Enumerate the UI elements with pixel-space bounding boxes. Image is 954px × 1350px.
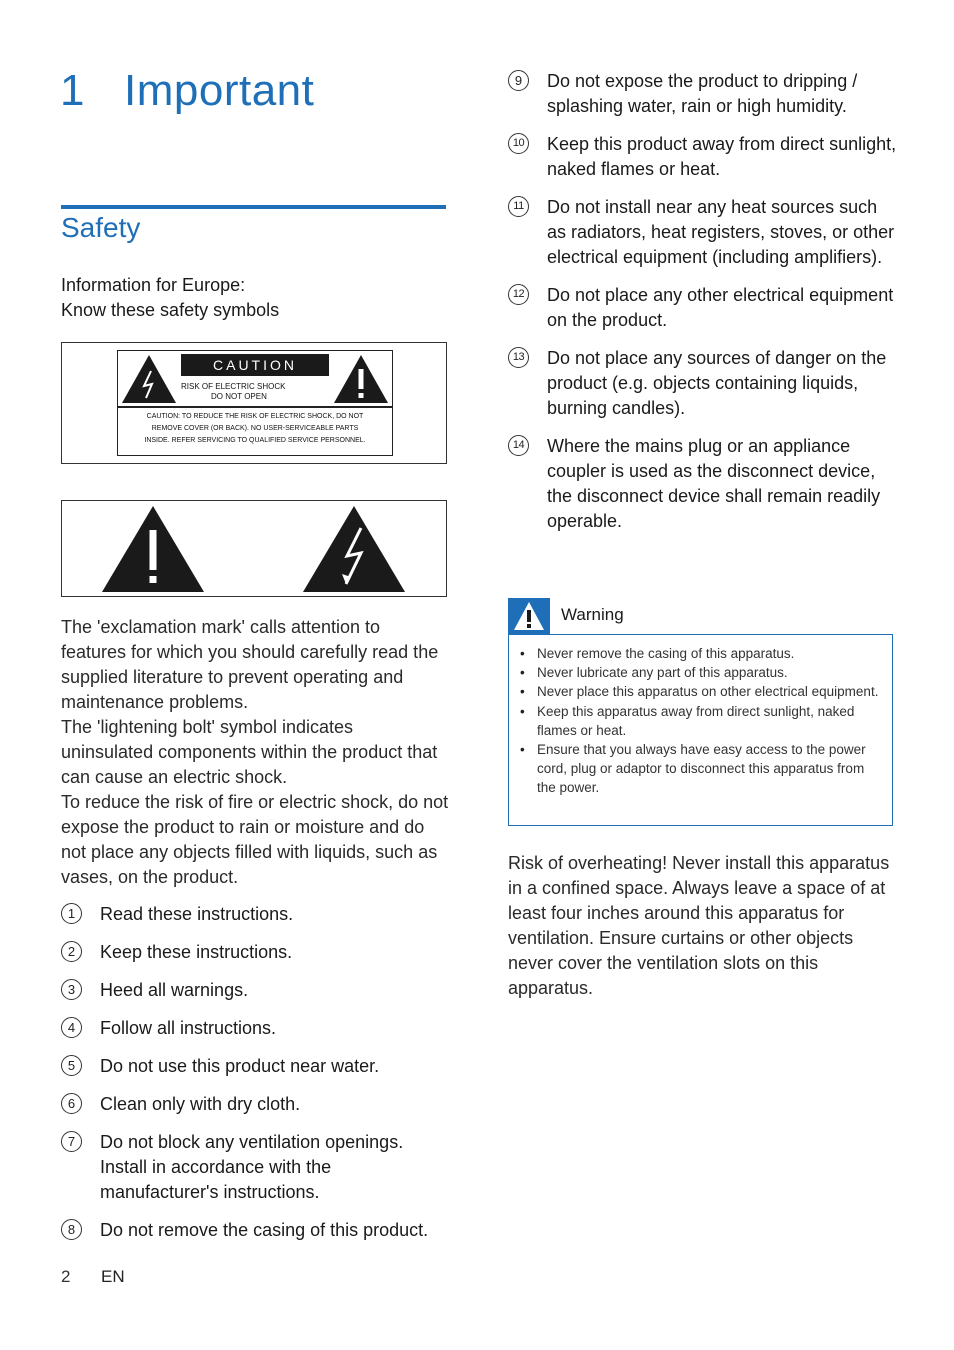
- caution-heading: CAUTION: [181, 354, 329, 376]
- number-badge: 11: [508, 196, 529, 217]
- list-item: [508, 283, 898, 333]
- list-item-text: Where the mains plug or an appliance coupler is used as the disconnect device, the disconnect device shall remain readily operable.: [547, 436, 881, 531]
- caution-body-line-3: INSIDE. REFER SERVICING TO QUALIFIED SERVICE PERSONNEL.: [144, 437, 366, 444]
- list-item: [61, 1092, 451, 1117]
- warning-list: [509, 635, 892, 798]
- number-badge: 6: [61, 1093, 82, 1114]
- symbol-explanation: [61, 615, 449, 890]
- warning-title: Warning: [561, 605, 624, 624]
- list-item: [508, 195, 898, 270]
- list-item-text: Do not block any ventilation openings. Install in accordance with the manufacturer's instructions.: [100, 1132, 404, 1202]
- paragraph-exclamation: The 'exclamation mark' calls attention to features for which you should carefully read the supplied literature to prevent operating and maintenance problems.: [61, 617, 439, 712]
- list-item: [508, 434, 898, 534]
- list-item: [61, 902, 451, 927]
- instructions-list-left: [61, 902, 451, 1256]
- number-badge: 8: [61, 1219, 82, 1240]
- exclamation-triangle-icon: [100, 504, 206, 594]
- exclamation-icon: [513, 601, 545, 631]
- warning-icon: [508, 598, 550, 634]
- number-badge: 9: [508, 70, 529, 91]
- warning-item: • Keep this apparatus away from direct sunlight, naked flames or heat.: [537, 702, 882, 740]
- list-item-text: Do not place any sources of danger on the product (e.g. objects containing liquids, burning candles).: [547, 348, 887, 418]
- warning-box: [508, 634, 893, 826]
- list-item: [61, 1130, 451, 1205]
- warning-item: • Never remove the casing of this apparatus.: [537, 644, 882, 663]
- list-item: [61, 940, 451, 965]
- number-badge: 12: [508, 284, 529, 305]
- number-badge: 13: [508, 347, 529, 368]
- list-item-text: Clean only with dry cloth.: [100, 1094, 301, 1114]
- list-item-text: Read these instructions.: [100, 904, 294, 924]
- number-badge: 2: [61, 941, 82, 962]
- number-badge: 1: [61, 903, 82, 924]
- number-badge: 5: [61, 1055, 82, 1076]
- list-item: [61, 978, 451, 1003]
- caution-sub-line-2: DO NOT OPEN: [211, 392, 267, 401]
- section-rule: [61, 205, 446, 209]
- list-item-text: Follow all instructions.: [100, 1018, 277, 1038]
- paragraph-risk: To reduce the risk of fire or electric shock, do not expose the product to rain or moisture and do not place any objects filled with liquids, such as vases, on the product.: [61, 792, 449, 887]
- list-item-text: Do not place any other electrical equipment on the product.: [547, 285, 894, 330]
- number-badge: 10: [508, 133, 529, 154]
- section-title: Safety: [61, 212, 141, 243]
- intro-text: [61, 273, 446, 323]
- lightning-bolt-triangle-icon: [301, 504, 407, 594]
- list-item-text: Do not expose the product to dripping / splashing water, rain or high humidity.: [547, 71, 858, 116]
- number-badge: 14: [508, 435, 529, 456]
- caution-body-line-2: REMOVE COVER (OR BACK). NO USER-SERVICEABLE PARTS: [151, 425, 359, 432]
- number-badge: 7: [61, 1131, 82, 1152]
- caution-body: [118, 411, 392, 447]
- chapter-title-text: Important: [124, 66, 315, 115]
- list-item: [61, 1016, 451, 1041]
- intro-line-2: Know these safety symbols: [61, 300, 280, 320]
- list-item-text: Do not use this product near water.: [100, 1056, 380, 1076]
- lightning-warning-icon: [120, 353, 178, 405]
- exclamation-warning-icon: [332, 353, 390, 405]
- warning-item: • Never place this apparatus on other electrical equipment.: [537, 682, 882, 701]
- safety-symbols-figure: [61, 500, 447, 597]
- page-number: 2: [61, 1267, 71, 1286]
- caution-subtitle: [181, 382, 331, 402]
- caution-body-line-1: CAUTION: TO REDUCE THE RISK OF ELECTRIC SHOCK, DO NOT: [146, 413, 364, 420]
- list-item-text: Heed all warnings.: [100, 980, 249, 1000]
- list-item-text: Do not remove the casing of this product.: [100, 1220, 429, 1240]
- chapter-title: [60, 66, 314, 116]
- caution-divider: [118, 406, 392, 408]
- chapter-number: 1: [60, 66, 85, 115]
- instructions-list-right: [508, 69, 898, 547]
- list-item-text: Keep this product away from direct sunlight, naked flames or heat.: [547, 134, 897, 179]
- paragraph-lightning: The 'lightening bolt' symbol indicates uninsulated components within the product that can cause an electric shock.: [61, 717, 438, 787]
- list-item: [508, 132, 898, 182]
- number-badge: 4: [61, 1017, 82, 1038]
- intro-line-1: Information for Europe:: [61, 275, 246, 295]
- overheating-notice: Risk of overheating! Never install this apparatus in a confined space. Always leave a space of at least four inches around this apparatus for ventilation. Ensure curtains or other objects never cover the ventilation slots on this apparatus.: [508, 853, 890, 998]
- list-item-text: Do not install near any heat sources such as radiators, heat registers, stoves, or other electrical equipment (including amplifiers).: [547, 197, 895, 267]
- list-item: [508, 346, 898, 421]
- caution-sub-line-1: RISK OF ELECTRIC SHOCK: [181, 382, 286, 391]
- list-item: [61, 1218, 451, 1243]
- warning-item: • Ensure that you always have easy access to the power cord, plug or adaptor to disconnect this apparatus from the power.: [537, 740, 882, 798]
- caution-label: [117, 350, 393, 456]
- list-item: [61, 1054, 451, 1079]
- warning-item: • Never lubricate any part of this apparatus.: [537, 663, 882, 682]
- list-item: [508, 69, 898, 119]
- number-badge: 3: [61, 979, 82, 1000]
- list-item-text: Keep these instructions.: [100, 942, 293, 962]
- language-code: EN: [101, 1267, 125, 1286]
- caution-label-figure: [61, 342, 447, 464]
- warning-header: [508, 598, 893, 634]
